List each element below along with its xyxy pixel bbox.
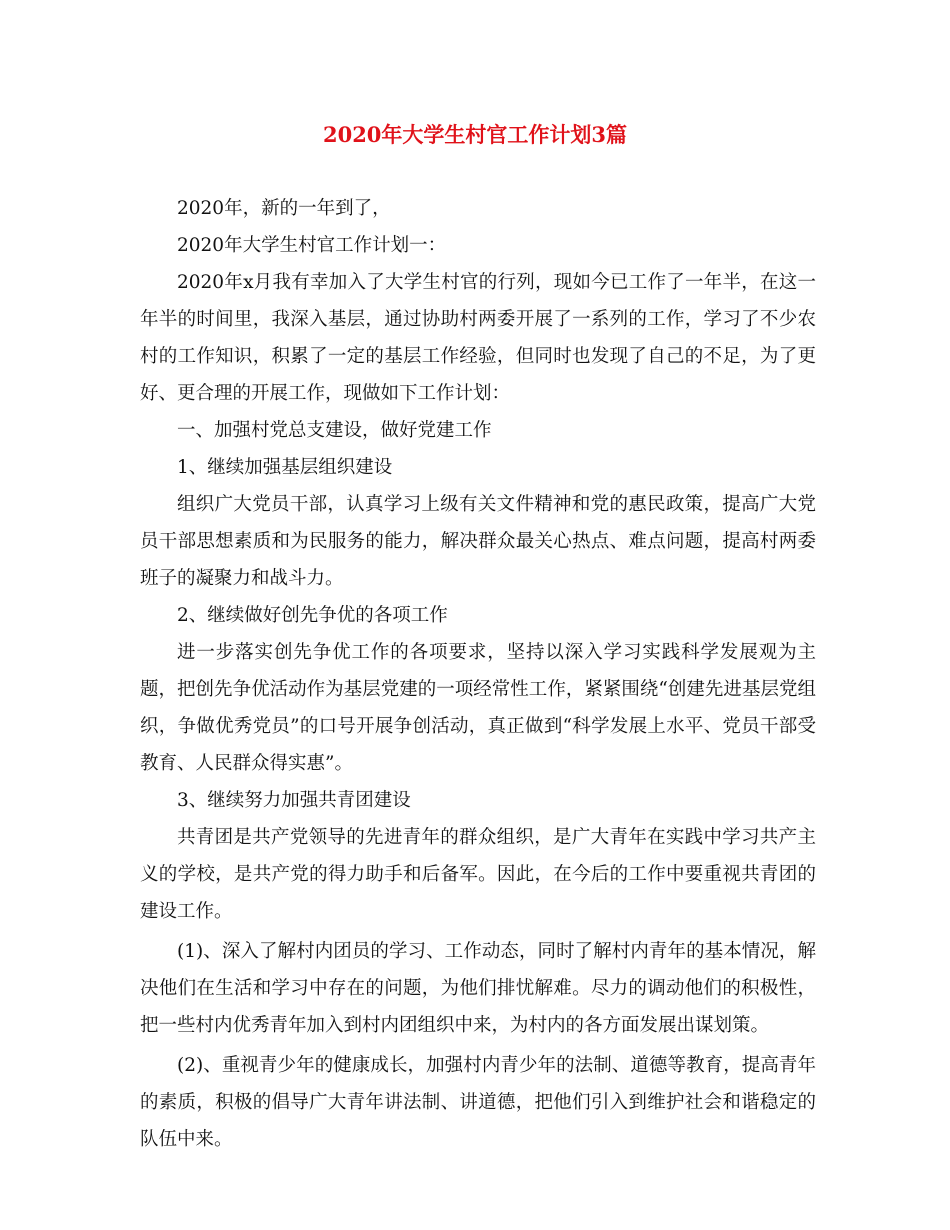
paragraph-greeting: 2020年，新的一年到了， [177, 198, 391, 219]
paragraph-item-1: (1)、深入了解村内团员的学习、工作动态，同时了解村内青年的基本情况，解决他们在生活和学习中存在的问题，为他们排忧解难。尽力的调动他们的积极性，把一些村内优秀青年加入到村内团组织中来，为村内的各方面发展出谋划策。 [140, 941, 816, 1036]
section-heading-party-building: 一、加强村党总支建设，做好党建工作 [177, 420, 492, 441]
document-body [140, 190, 816, 1158]
paragraph-intro: 2020年x月我有幸加入了大学生村官的行列，现如今已工作了一年半，在这一年半的时间里，我深入基层，通过协助村两委开展了一系列的工作，学习了不少农村的工作知识，积累了一定的基层工作经验，但同时也发现了自己的不足，为了更好、更合理的开展工作，现做如下工作计划： [140, 272, 816, 404]
paragraph-organization: 组织广大党员干部，认真学习上级有关文件精神和党的惠民政策，提高广大党员干部思想素质和为民服务的能力，解决群众最关心热点、难点问题，提高村两委班子的凝聚力和战斗力。 [140, 494, 816, 589]
subheading-organization: 1、继续加强基层组织建设 [177, 457, 393, 478]
paragraph-item-2: (2)、重视青少年的健康成长，加强村内青少年的法制、道德等教育，提高青年的素质，积极的倡导广大青年讲法制、讲道德，把他们引入到维护社会和谐稳定的队伍中来。 [140, 1055, 816, 1150]
subheading-youth-league: 3、继续努力加强共青团建设 [177, 790, 411, 811]
subheading-excellence: 2、继续做好创先争优的各项工作 [177, 605, 448, 626]
paragraph-excellence: 进一步落实创先争优工作的各项要求，坚持以深入学习实践科学发展观为主题，把创先争优活动作为基层党建的一项经常性工作，紧紧围绕“创建先进基层党组织，争做优秀党员”的口号开展争创活动，真正做到“科学发展上水平、党员干部受教育、人民群众得实惠”。 [140, 642, 816, 774]
paragraph-plan-one-heading: 2020年大学生村官工作计划一： [177, 235, 447, 256]
paragraph-youth-league: 共青团是共产党领导的先进青年的群众组织，是广大青年在实践中学习共产主义的学校，是共产党的得力助手和后备军。因此，在今后的工作中要重视共青团的建设工作。 [140, 827, 816, 922]
document-title: 2020年大学生村官工作计划3篇 [322, 122, 628, 147]
